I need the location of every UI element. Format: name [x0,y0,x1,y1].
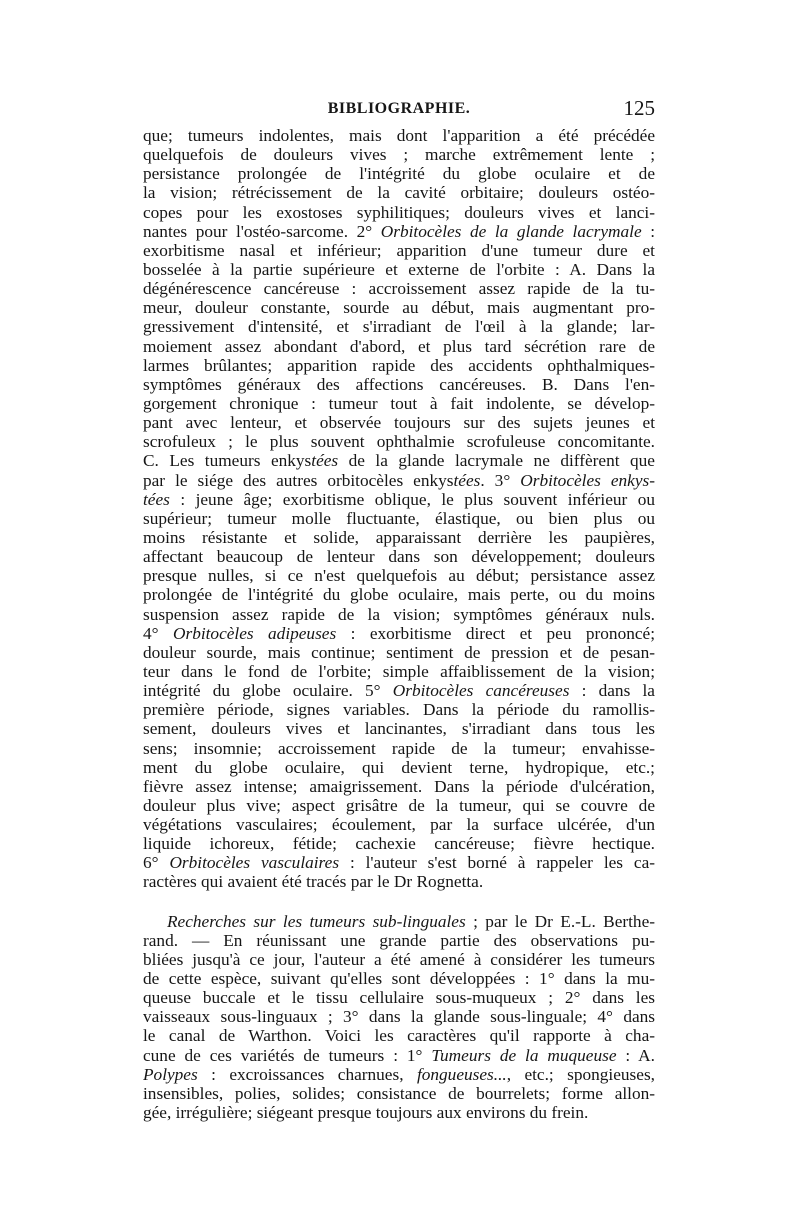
sublingual-line: Recherches sur les tumeurs sub-linguales ; par le Dr E.-L. Berthe- [167,911,655,931]
orbitoceles-line: C. Les tumeurs enkystées de la glande lacrymale ne diffèrent que [143,451,655,471]
sublingual-line: vaisseaux sous-linguaux ; 3° dans la glande sous-linguale; 4° dans [143,1007,655,1027]
orbitoceles-line: ment du globe oculaire, qui devient terne, hydropique, etc.; [143,757,655,777]
orbitoceles-line: persistance prolongée de l'intégrité du globe oculaire et de [143,164,655,184]
orbitoceles-line: première période, signes variables. Dans la période du ramollis- [143,700,655,720]
orbitoceles-line: prolongée de l'intégrité du globe oculaire, mais perte, ou du moins [143,585,655,605]
orbitoceles-line: quelquefois de douleurs vives ; marche extrêmement lente ; [143,145,655,165]
sublingual-line: gée, irrégulière; siégeant presque toujours aux environs du frein. [143,1103,589,1123]
orbitoceles-line: exorbitisme nasal et inférieur; apparition d'une tumeur dure et [143,240,655,260]
orbitoceles-line: 6° Orbitocèles vasculaires : l'auteur s'est borné à rappeler les ca- [143,853,655,873]
sublingual-line: bliées jusqu'à ce jour, l'auteur a été amené à considérer les tumeurs [143,949,655,969]
page-number: 125 [623,96,655,120]
sublingual-line: de cette espèce, suivant qu'elles sont développées : 1° dans la mu- [143,969,655,989]
orbitoceles-line: sement, douleurs vives et lancinantes, s'irradiant dans tous les [143,719,655,739]
orbitoceles-line: moiement assez abondant d'abord, et plus tard sécrétion rare de [143,336,655,356]
running-head [143,96,655,124]
orbitoceles-line: supérieur; tumeur molle fluctuante, élastique, ou bien plus ou [143,508,655,528]
orbitoceles-line: presque nulles, si ce n'est quelquefois au début; persistance assez [143,566,655,586]
orbitoceles-line: intégrité du globe oculaire. 5° Orbitocèles cancéreuses : dans la [143,681,655,701]
orbitoceles-line: gressivement d'intensité, et s'irradiant de l'œil à la glande; lar- [143,317,655,337]
orbitoceles-line: gorgement chronique : tumeur tout à fait indolente, se dévelop- [143,393,655,413]
sublingual-line: cune de ces variétés de tumeurs : 1° Tumeurs de la muqueuse : A. [143,1045,655,1065]
orbitoceles-line: affectant beaucoup de lenteur dans son développement; douleurs [143,547,655,567]
sublingual-line: le canal de Warthon. Voici les caractères qu'il rapporte à cha- [143,1026,655,1046]
orbitoceles-line: tées : jeune âge; exorbitisme oblique, le plus souvent inférieur ou [143,489,655,509]
orbitoceles-line: nantes pour l'ostéo-sarcome. 2° Orbitocèles de la glande lacrymale : [143,221,655,241]
orbitoceles-line: que; tumeurs indolentes, mais dont l'apparition a été précédée [143,126,655,145]
orbitoceles-line: suspension assez rapide de la vision; symptômes généraux nuls. [143,604,655,624]
sublingual-line: queuse buccale et le tissu cellulaire sous-muqueux ; 2° dans les [143,988,655,1008]
orbitoceles-line: sens; insomnie; accroissement rapide de la tumeur; envahisse- [143,738,655,758]
orbitoceles-line: scrofuleux ; le plus souvent ophthalmie scrofuleuse concomitante. [143,432,655,452]
orbitoceles-line: bosselée à la partie supérieure et externe de l'orbite : A. Dans la [143,259,655,279]
orbitoceles-line: meur, douleur constante, sourde au début, mais augmentant pro- [143,298,655,318]
orbitoceles-line: liquide ichoreux, fétide; cachexie cancéreuse; fièvre hectique. [143,834,655,854]
sublingual-line: rand. — En réunissant une grande partie des observations pu- [143,930,655,950]
running-title: BIBLIOGRAPHIE. [327,100,471,117]
orbitoceles-line: ractères qui avaient été tracés par le Dr Rognetta. [143,872,484,892]
orbitoceles-line: symptômes généraux des affections cancéreuses. B. Dans l'en- [143,374,655,394]
orbitoceles-line: 4° Orbitocèles adipeuses : exorbitisme direct et peu prononcé; [143,623,655,643]
paragraph-orbitoceles [143,126,655,892]
orbitoceles-line: douleur plus vive; aspect grisâtre de la tumeur, qui se couvre de [143,795,655,815]
orbitoceles-line: copes pour les exostoses syphilitiques; douleurs vives et lanci- [143,202,655,222]
orbitoceles-line: pant avec lenteur, et observée toujours sur des sujets jeunes et [143,413,655,433]
orbitoceles-line: la vision; rétrécissement de la cavité orbitaire; douleurs ostéo- [143,183,655,203]
orbitoceles-line: par le siége des autres orbitocèles enkystées. 3° Orbitocèles enkys- [143,470,655,490]
orbitoceles-line: dégénérescence cancéreuse : accroissement assez rapide de la tu- [143,279,655,299]
sublingual-line: insensibles, polies, solides; consistance de bourrelets; forme allon- [143,1083,655,1103]
orbitoceles-line: douleur sourde, mais continue; sentiment de pression et de pesan- [143,642,655,662]
text-block [143,126,655,1122]
orbitoceles-line: moins résistante et solide, apparaissant derrière les paupières, [143,527,655,547]
orbitoceles-line: teur dans le fond de l'orbite; simple affaiblissement de la vision; [143,661,655,681]
orbitoceles-line: larmes brûlantes; apparition rapide des accidents ophthalmiques- [143,355,655,375]
orbitoceles-line: végétations vasculaires; écoulement, par la surface ulcérée, d'un [143,815,655,835]
paragraph-sublingual-tumors [143,912,655,1123]
sublingual-line: Polypes : excroissances charnues, fongueuses..., etc.; spongieuses, [143,1064,655,1084]
orbitoceles-line: fièvre assez intense; amaigrissement. Dans la période d'ulcération, [143,776,655,796]
